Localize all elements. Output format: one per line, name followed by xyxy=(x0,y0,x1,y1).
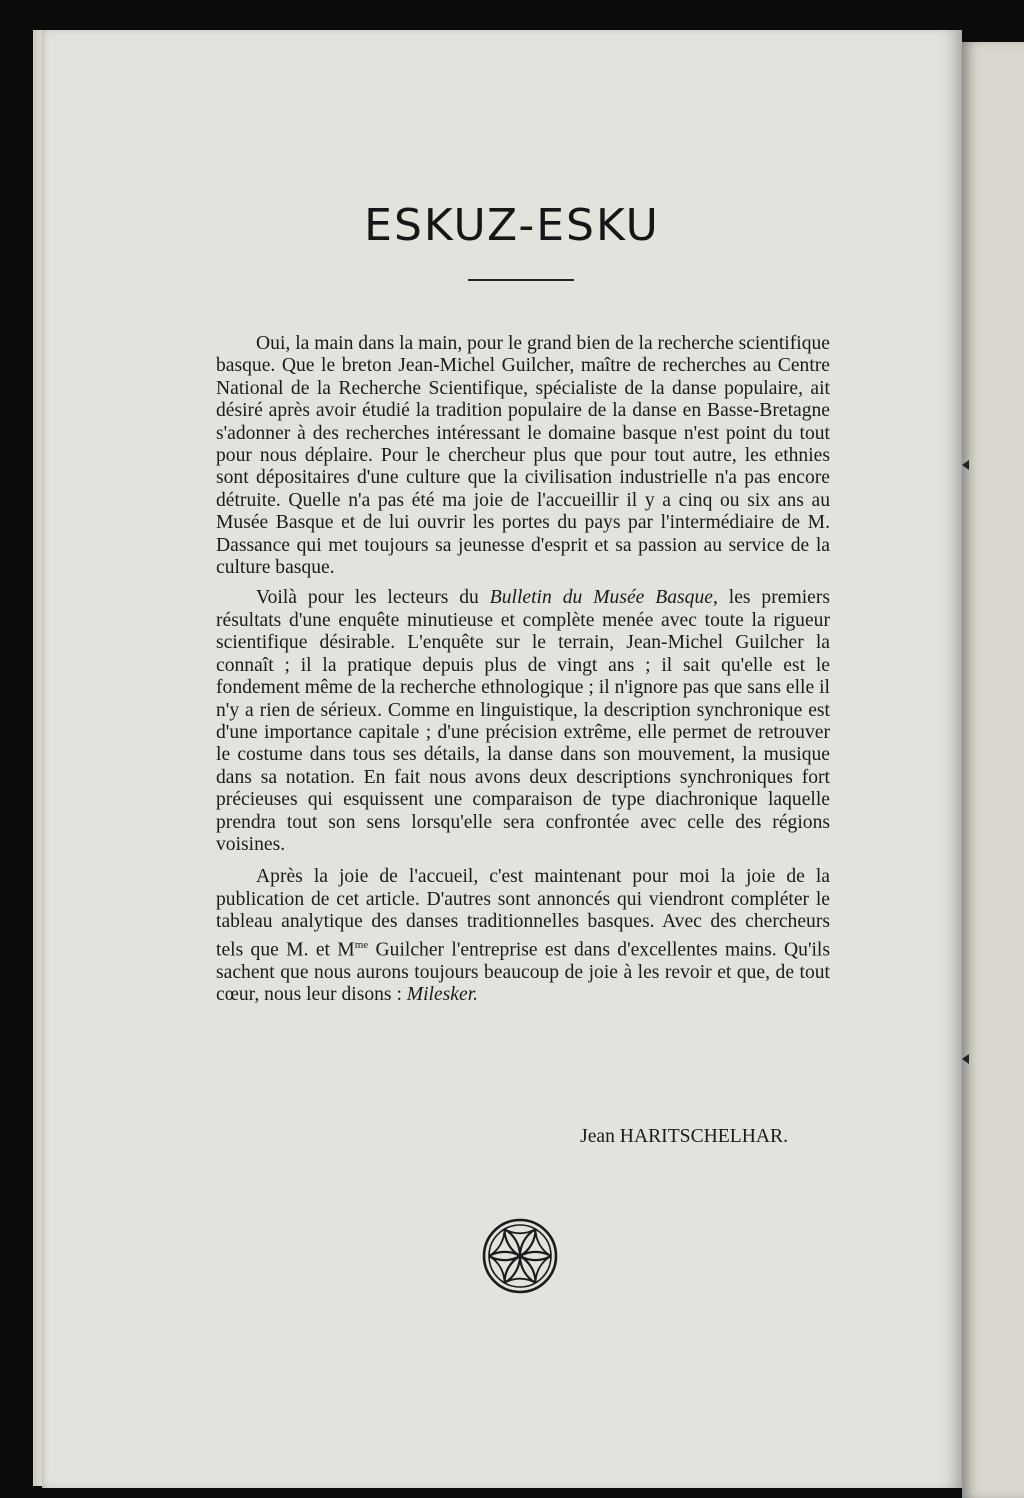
paragraph: Oui, la main dans la main, pour le grand bien de la recherche scientifique basque. Que le breton Jean-Michel Guilcher, maître de recherches au Centre National de la Recherche Scientifique, spécialiste de la danse populaire, ait désiré après avoir étudié la tradition populaire de la danse en Basse-Bretagne s'adonner à des recherches intéressant le domaine basque n'est point du tout pour nous déplaire. Pour le chercheur plus que pour tout autre, les ethnies sont dépositaires d'une culture que la civilisation industrielle n'a pas encore détruite. Quelle n'a pas été ma joie de l'accueillir il y a cinq ou six ans au Musée Basque et de lui ouvrir les portes du pays par l'intermédiaire de M. Dassance qui met toujours sa jeunesse d'esprit et sa passion au service de la culture basque. xyxy=(216,333,830,579)
title-divider xyxy=(468,279,574,281)
closing-word: Milesker. xyxy=(406,983,479,1005)
superscript: me xyxy=(354,938,369,951)
facing-page-mark xyxy=(962,460,969,470)
paragraph-text: Voilà pour les lecteurs du xyxy=(256,587,490,609)
facing-page-mark xyxy=(962,1054,969,1064)
author-signature: Jean HARITSCHELHAR. xyxy=(580,1126,788,1147)
paragraph xyxy=(216,587,830,856)
basque-rosette-icon xyxy=(478,1214,562,1298)
paragraph-text: Après la joie de l'accueil, c'est maintenant pour moi la joie de la publication de cet article. D'autres sont annoncés qui viendront compléter le tableau analytique des danses traditionnelles basques. Avec des chercheurs tels que M. et M xyxy=(216,866,830,961)
facing-page xyxy=(962,42,1024,1498)
publication-title: Bulletin du Musée Basque, xyxy=(489,587,718,609)
article-body xyxy=(216,333,830,1006)
paragraph-text: les premiers résultats d'une enquête minutieuse et complète menée avec toute la rigueur scientifique désirable. L'enquête sur le terrain, Jean-Michel Guilcher la connaît ; il la pratique depuis plus de vingt ans ; il sait qu'elle est le fondement même de la recherche ethnologique ; il n'ignore pas que sans elle il n'y a rien de sérieux. Comme en linguistique, la description synchronique est d'une importance capitale ; d'une précision extrême, elle permet de retrouver le costume dans tous ses détails, la danse dans son mouvement, la musique dans sa notation. En fait nous avons deux descriptions synchroniques fort précieuses qui esquissent une comparaison de type diachronique laquelle prendra tout son sens lorsqu'elle sera confrontée avec celle des régions voisines. xyxy=(216,587,830,855)
paragraph xyxy=(216,866,830,1006)
page-title: ESKUZ-ESKU xyxy=(364,200,660,251)
paragraph-text: Guilcher l'entreprise est dans d'excellentes mains. Qu'ils sachent que nous aurons toujours beaucoup de joie à les revoir et que, de tout cœur, nous leur disons : xyxy=(216,939,830,1005)
